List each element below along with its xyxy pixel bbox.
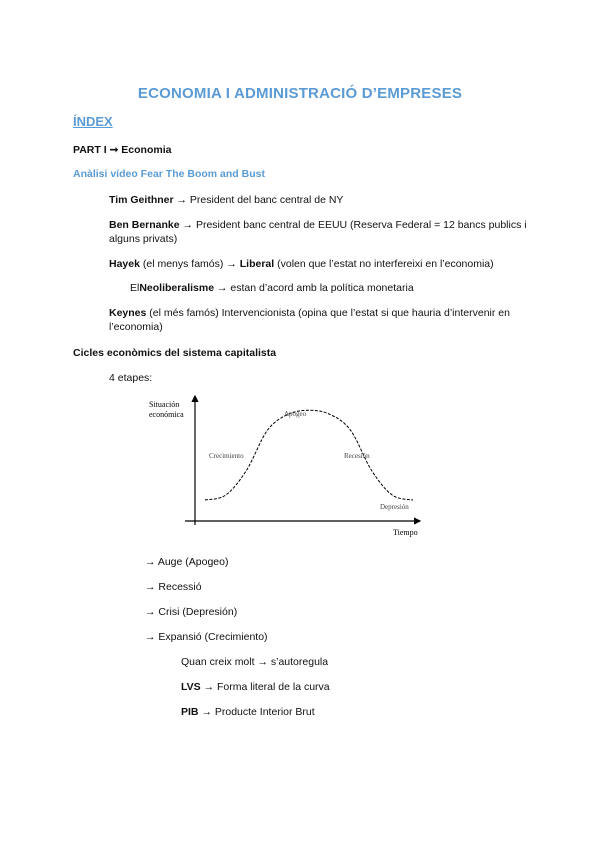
stage-item (145, 555, 228, 569)
y-axis-label-line1: Situación (149, 400, 180, 409)
cycles-heading: Cicles econòmics del sistema capitalista (73, 347, 277, 359)
stage-text: Recessió (158, 581, 202, 593)
note-item (181, 655, 328, 669)
x-axis-label: Tiempo (393, 528, 418, 537)
note-text: Producte Interior Brut (214, 706, 315, 718)
arrow-icon: → (226, 258, 237, 270)
person-desc: President banc central de EEUU (Reserva Federal = 12 bancs publics i alguns privats) (109, 219, 527, 245)
annotation-recesion: Recesión (344, 452, 370, 460)
annotation-apogeo: Apogeo (284, 410, 307, 418)
arrow-icon: → (145, 581, 156, 593)
y-axis-label-line2: económica (149, 410, 184, 419)
arrow-icon: ➞ (109, 144, 119, 156)
annotation-crecimiento: Crecimiento (209, 452, 244, 460)
arrow-icon: → (203, 681, 215, 693)
stage-item (145, 630, 268, 644)
person-desc: (el més famós) Intervencionista (opina que l’estat si que hauria d’intervenir en l’economia) (109, 307, 510, 333)
note-text: Quan creix molt (181, 656, 255, 668)
video-subheading: Anàlisi vídeo Fear The Boom and Bust (73, 168, 265, 180)
stages-label: 4 etapes: (109, 372, 153, 384)
arrow-icon: → (216, 282, 228, 294)
person-hayek (109, 257, 494, 271)
prefix: El (130, 282, 140, 294)
annotation-depresion: Depresión (380, 503, 409, 511)
person-ideology: Liberal (239, 258, 275, 270)
note-item (181, 680, 330, 694)
person-bernanke (109, 218, 529, 246)
arrow-icon: → (257, 656, 268, 668)
person-name: Tim Geithner (109, 194, 174, 206)
arrow-icon: → (145, 606, 156, 618)
note-text-2: s’autoregula (270, 656, 329, 668)
economic-cycle-chart (145, 388, 435, 543)
person-desc: (volen que l’estat no interfereixi en l’economia) (277, 258, 494, 270)
note-text: Forma literal de la curva (217, 681, 330, 693)
stage-item (145, 580, 202, 594)
person-desc: President del banc central de NY (189, 194, 344, 206)
document-title: ECONOMIA I ADMINISTRACIÓ D’EMPRESES (137, 85, 463, 102)
person-name: Neoliberalisme (139, 282, 215, 294)
stage-item (145, 605, 237, 619)
person-name: Keynes (109, 307, 147, 319)
person-name: Hayek (109, 258, 140, 270)
neoliberalism-note (130, 281, 414, 295)
arrow-icon: → (145, 556, 156, 568)
part-label: PART I (73, 144, 107, 156)
person-desc: estan d’acord amb la política monetaria (230, 282, 414, 294)
person-note: (el menys famós) (142, 258, 224, 270)
note-label: PIB (181, 706, 199, 718)
part-text: Economia (121, 144, 172, 156)
index-heading: ÍNDEX (73, 114, 113, 129)
person-name: Ben Bernanke (109, 219, 180, 231)
arrow-icon: → (182, 219, 194, 231)
note-item (181, 705, 315, 719)
stage-text: Expansió (Crecimiento) (158, 631, 268, 643)
person-keynes (109, 306, 529, 334)
stage-text: Auge (Apogeo) (157, 556, 229, 568)
arrow-icon: → (176, 194, 187, 206)
part-heading (73, 143, 171, 157)
arrow-icon: → (201, 706, 212, 718)
person-geithner (109, 193, 343, 207)
note-label: LVS (181, 681, 201, 693)
stage-text: Crisi (Depresión) (158, 606, 238, 618)
arrow-icon: → (145, 631, 156, 643)
